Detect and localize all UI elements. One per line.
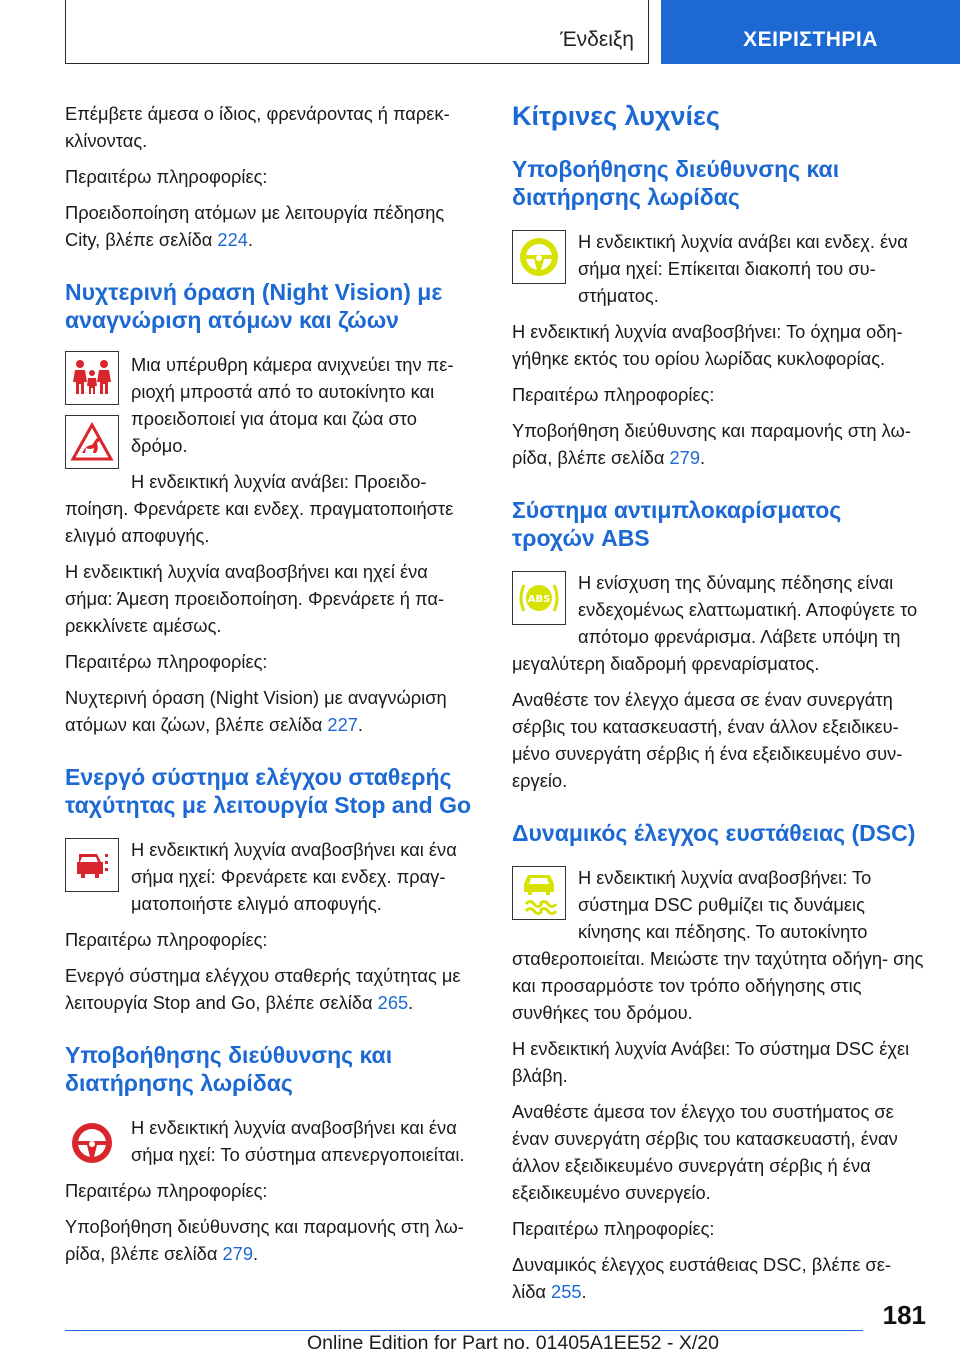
night-vision-reference: Νυχτερινή όραση (Night Vision) με αναγνώριση ατόμων και ζώων, βλέπε σελίδα 227. [65, 687, 447, 735]
abs-description: Η ενίσχυση της δύναμης πέδησης είναι ενδεχομένως ελαττωματική. Αποφύγετε το απότομο φρενάρισμα. Λάβετε υπόψη τη μεγαλύτερη διαδρομή φρεναρίσματος. [512, 572, 918, 674]
acc-more-info: Περαιτέρω πληροφορίες: [65, 929, 268, 950]
footer-divider [65, 1330, 863, 1331]
header-section-label: Ένδειξη [560, 28, 634, 51]
dsc-more-info: Περαιτέρω πληροφορίες: [512, 1218, 715, 1239]
lane-assist-yellow-reference: Υποβοήθηση διεύθυνσης και παραμονής στη λω- ρίδα, βλέπε σελίδα 279. [512, 420, 911, 468]
dsc-fault-text: Η ενδεικτική λυχνία Ανάβει: Το σύστημα DSC έχει βλάβη. [512, 1038, 910, 1086]
lane-assist-red-more-info: Περαιτέρω πληροφορίες: [65, 1180, 268, 1201]
svg-text:ABS: ABS [527, 594, 551, 605]
night-vision-heading: Νυχτερινή όραση (Night Vision) με αναγνώριση ατόμων και ζώων [65, 279, 443, 333]
page-link-227[interactable]: 227 [327, 714, 358, 735]
page-link-265[interactable]: 265 [377, 992, 409, 1013]
acc-stop-go-heading: Ενεργό σύστημα ελέγχου σταθερής ταχύτητας με λειτουργία Stop and Go [65, 764, 472, 818]
collision-warning-icon [65, 838, 119, 892]
intro-paragraph: Επέμβετε άμεσα ο ίδιος, φρενάροντας ή παρεκ- κλίνοντας. [65, 103, 450, 151]
page-number: 181 [882, 1300, 926, 1330]
abs-heading: Σύστημα αντιμπλοκαρίσματος τροχών ABS [512, 497, 842, 551]
abs-service-advice: Αναθέστε τον έλεγχο άμεσα σε έναν συνεργάτη σέρβις του κατασκευαστή, έναν άλλον εξειδικευ- μένο συνεργάτη σέρβις ή ένα εξειδικευμένο συν- εργείο. [512, 689, 903, 791]
intro-more-info: Περαιτέρω πληροφορίες: [65, 166, 268, 187]
dsc-reference: Δυναμικός έλεγχος ευστάθειας DSC, βλέπε σε- λίδα 255. [512, 1254, 891, 1302]
animal-warning-icon [65, 415, 119, 469]
dsc-flashing-text: Η ενδεικτική λυχνία αναβοσβήνει: Το σύστημα DSC ρυθμίζει τις δυνάμεις κίνησης και πέδησης. Το αυτοκίνητο σταθεροποιείται. Μειώστε την ταχύτητα οδήγη- σης και προσαρμόστε τον τρόπο οδήγησης στις συνθήκες του δρόμου. [512, 867, 924, 1023]
dsc-skidding-car-icon [512, 866, 566, 920]
night-vision-description: Μια υπέρυθρη κάμερα ανιχνεύει την πε- ριοχή μπροστά από το αυτοκίνητο και προειδοποιεί για άτομα και ζώα στο δρόμο. [131, 354, 454, 456]
lane-assist-yellow-flashing: Η ενδεικτική λυχνία αναβοσβήνει: Το όχημα οδη- γήθηκε εκτός του ορίου λωρίδας κυκλοφορίας. [512, 321, 903, 369]
footer-edition-text: Online Edition for Part no. 01405A1EE52 - X/20 [307, 1332, 719, 1354]
page-link-224[interactable]: 224 [217, 229, 248, 250]
lane-assist-yellow-heading: Υποβοήθησης διεύθυνσης και διατήρησης λωρίδας [512, 156, 840, 210]
pedestrian-warning-icon [65, 351, 119, 405]
lane-assist-red-text: Η ενδεικτική λυχνία αναβοσβήνει και ένα σήμα ηχεί: Το σύστημα απενεργοποιείται. [131, 1117, 465, 1165]
lane-assist-red-heading: Υποβοήθησης διεύθυνσης και διατήρησης λωρίδας [65, 1042, 393, 1096]
page-link-255[interactable]: 255 [551, 1281, 582, 1302]
steering-wheel-yellow-icon [512, 230, 566, 284]
right-column [512, 100, 928, 1314]
lane-assist-yellow-more-info: Περαιτέρω πληροφορίες: [512, 384, 715, 405]
intro-reference: Προειδοποίηση ατόμων με λειτουργία πέδησης City, βλέπε σελίδα 224. [65, 202, 445, 250]
yellow-lights-heading: Κίτρινες λυχνίες [512, 101, 720, 131]
header-section-box [65, 0, 649, 64]
page-link-279-left[interactable]: 279 [222, 1243, 253, 1264]
header-chapter-label: ΧΕΙΡΙΣΤΗΡΙΑ [743, 28, 878, 51]
steering-wheel-red-icon [65, 1116, 119, 1170]
acc-reference: Ενεργό σύστημα ελέγχου σταθερής ταχύτητας με λειτουργία Stop and Go, βλέπε σελίδα 265. [65, 965, 461, 1013]
left-column [65, 100, 477, 1276]
acc-warning-text: Η ενδεικτική λυχνία αναβοσβήνει και ένα σήμα ηχεί: Φρενάρετε και ενδεχ. πραγ- ματοποιήστε ελιγμό αποφυγής. [131, 839, 457, 914]
lane-assist-yellow-text: Η ενδεικτική λυχνία ανάβει και ενδεχ. ένα σήμα ηχεί: Επίκειται διακοπή του συ- στήματος. [578, 231, 908, 306]
night-vision-icons [65, 351, 119, 479]
abs-warning-icon [512, 571, 566, 625]
night-vision-more-info: Περαιτέρω πληροφορίες: [65, 651, 268, 672]
night-vision-light-on: Η ενδεικτική λυχνία ανάβει: Προειδο- ποίηση. Φρενάρετε και ενδεχ. πραγματοποιήστε ελιγμό αποφυγής. [65, 471, 454, 546]
page-link-279-right[interactable]: 279 [669, 447, 700, 468]
lane-assist-red-reference: Υποβοήθηση διεύθυνσης και παραμονής στη λω- ρίδα, βλέπε σελίδα 279. [65, 1216, 464, 1264]
night-vision-light-flashing: Η ενδεικτική λυχνία αναβοσβήνει και ηχεί ένα σήμα: Άμεση προειδοποίηση. Φρενάρετε ή πα- ρεκκλίνετε αμέσως. [65, 561, 445, 636]
header-chapter-tab[interactable] [661, 0, 960, 64]
dsc-service-advice: Αναθέστε άμεσα τον έλεγχο του συστήματος σε έναν συνεργάτη σέρβις του κατασκευαστή, έναν άλλον εξειδικευμένο συνεργάτη σέρβις ή ένα εξειδικευμένο συνεργείο. [512, 1101, 898, 1203]
dsc-heading: Δυναμικός έλεγχος ευστάθειας (DSC) [512, 820, 916, 846]
